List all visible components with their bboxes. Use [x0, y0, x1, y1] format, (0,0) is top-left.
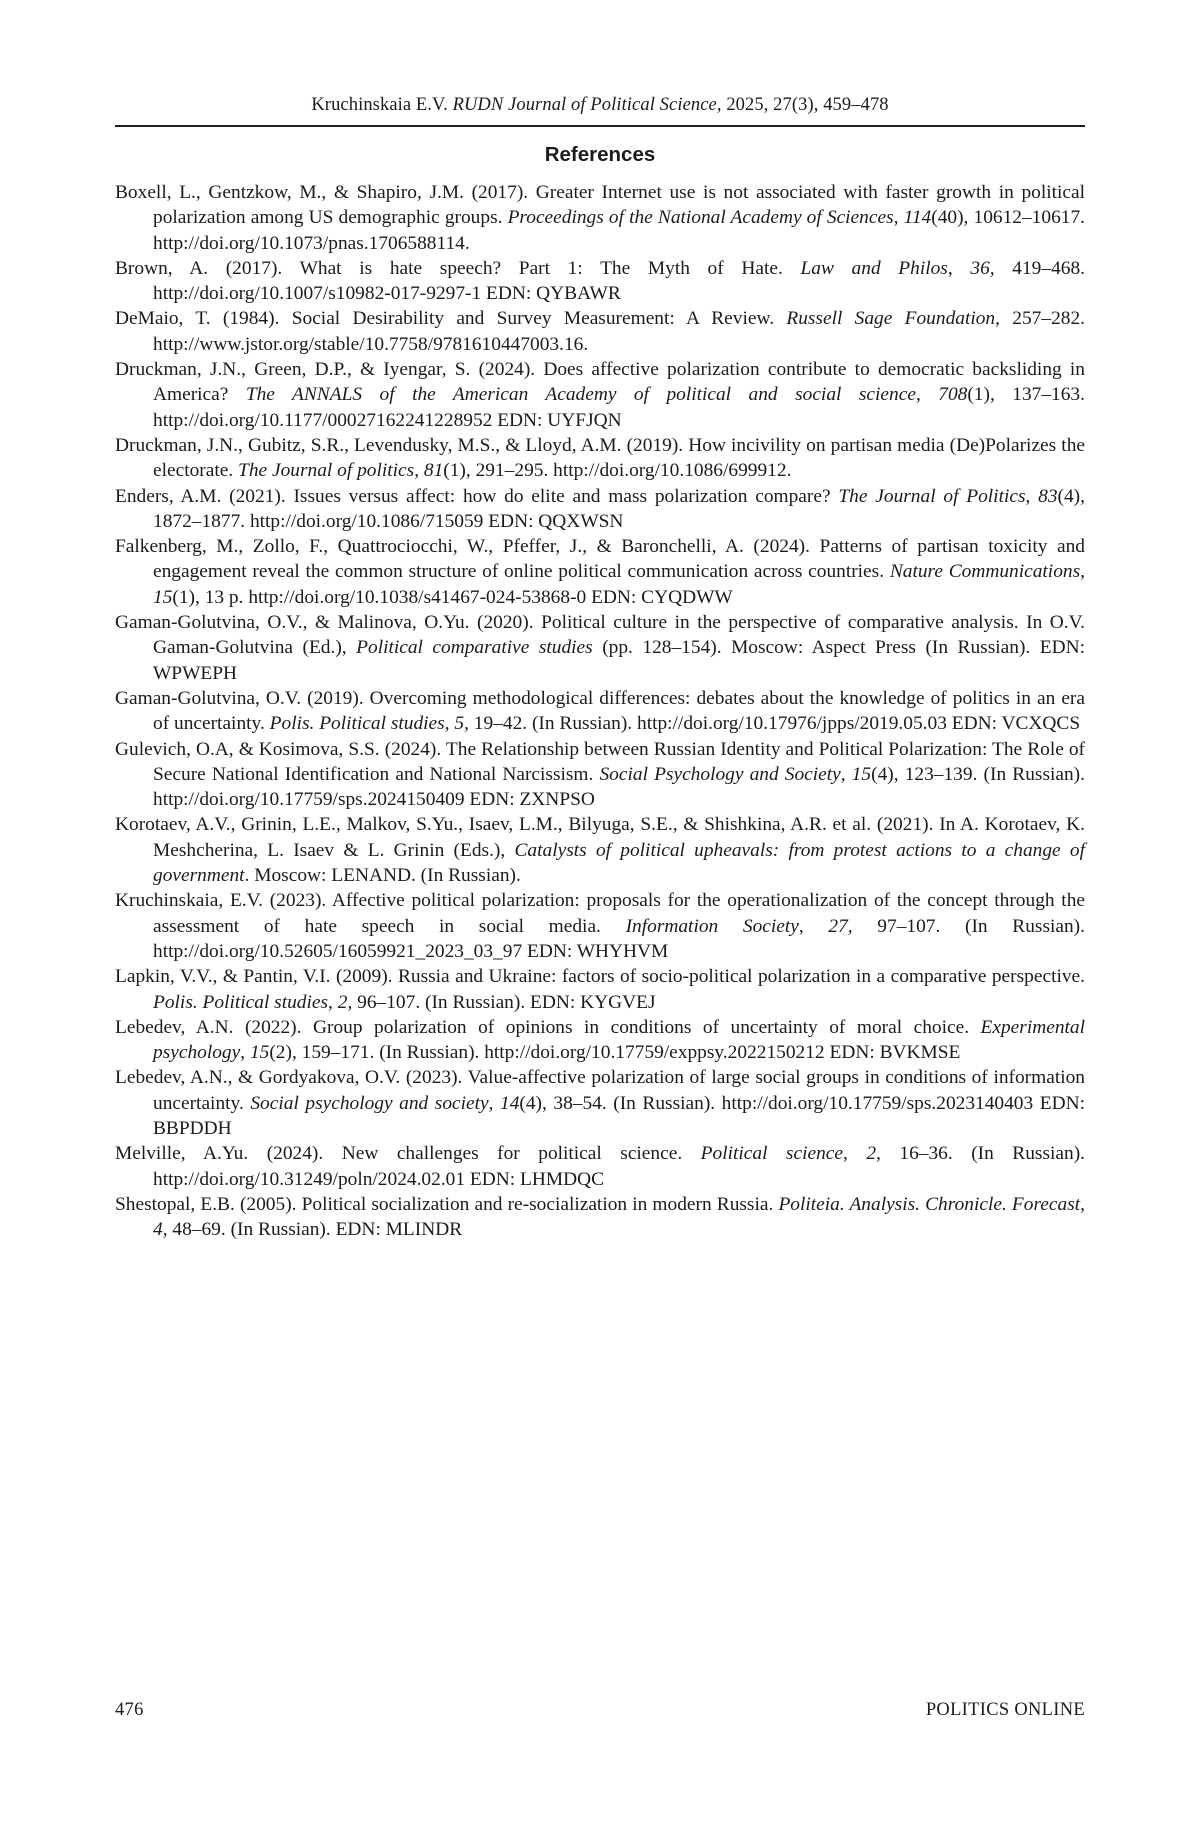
reference-italic-segment: Political science — [700, 1143, 843, 1165]
running-head-journal-title: RUDN Journal of Political Science, — [452, 95, 722, 115]
reference-text-segment: , — [840, 763, 852, 785]
reference-text-segment: Lebedev, A.N., & Gordyakova, O.V. (2023). Value-affective polarization of large social groups in conditions of information uncertainty. — [115, 1067, 1085, 1114]
reference-text-segment: (4), 1872–1877. http://doi.org/10.1086/715059 EDN: QQXWSN — [153, 485, 1085, 532]
reference-entry — [115, 433, 1085, 484]
page-footer — [115, 1700, 1085, 1721]
reference-italic-segment: Law and Philos — [800, 257, 948, 279]
reference-text-segment: 97–107. (In Russian). http://doi.org/10.52605/16059921_2023_03_97 EDN: WHYHVM — [153, 915, 1085, 962]
reference-italic-segment: 2, — [337, 991, 353, 1013]
reference-text-segment: . Moscow: LENAND. (In Russian). — [244, 865, 521, 887]
reference-entry — [115, 306, 1085, 357]
reference-italic-segment: Proceedings of the National Academy of Sciences — [507, 207, 894, 229]
reference-entry — [115, 256, 1085, 307]
reference-text-segment: Boxell, L., Gentzkow, M., & Shapiro, J.M. (2017). Greater Internet use is not associated with faster growth in political polarization among US demographic groups. — [115, 182, 1085, 229]
reference-text-segment: (2), 159–171. (In Russian). http://doi.org/10.17759/exppsy.2022150212 EDN: BVKMSE — [269, 1042, 961, 1064]
reference-italic-segment: 81 — [423, 460, 444, 482]
reference-text-segment: 19–42. (In Russian). http://doi.org/10.17976/jpps/2019.05.03 EDN: VCXQCS — [468, 713, 1081, 735]
reference-italic-segment: 708 — [938, 384, 968, 406]
reference-text-segment: , — [328, 991, 338, 1013]
reference-italic-segment: Social psychology and society — [250, 1092, 489, 1114]
reference-italic-segment: 114 — [903, 207, 932, 229]
reference-text-segment: Kruchinskaia, E.V. (2023). Affective political polarization: proposals for the operationalization of the concept through the assessment of hate speech in social media. — [115, 890, 1085, 937]
reference-entry — [115, 1065, 1085, 1141]
reference-entry — [115, 686, 1085, 737]
reference-text-segment: , 257–282. http://www.jstor.org/stable/10.7758/9781610447003.16. — [153, 308, 1085, 355]
reference-italic-segment: 5, — [454, 713, 469, 735]
reference-text-segment: , — [488, 1092, 500, 1114]
reference-entry — [115, 737, 1085, 813]
reference-italic-segment: Russell Sage Foundation — [786, 308, 996, 330]
reference-text-segment: Melville, A.Yu. (2024). New challenges for political science. — [115, 1143, 701, 1165]
header-rule — [115, 125, 1085, 127]
reference-italic-segment: Polis. Political studies — [153, 991, 329, 1013]
reference-text-segment: (1), 291–295. http://doi.org/10.1086/699912. — [443, 460, 792, 482]
reference-italic-segment: The Journal of Politics — [838, 485, 1026, 507]
running-head-issue-info: 2025, 27(3), 459–478 — [721, 95, 889, 115]
reference-italic-segment: Polis. Political studies — [269, 713, 445, 735]
reference-entry — [115, 1141, 1085, 1192]
reference-text-segment: Gaman-Golutvina, O.V. (2019). Overcoming methodological differences: debates about the knowledge of politics in an era of uncertainty. — [115, 687, 1085, 735]
reference-text-segment: , — [444, 713, 455, 735]
reference-italic-segment: 2, — [866, 1143, 881, 1165]
reference-italic-segment: 15 — [249, 1042, 270, 1064]
reference-text-segment: Korotaev, A.V., Grinin, L.E., Malkov, S.Yu., Isaev, L.M., Bilyuga, S.E., & Shishkina, A.R. et al. (2021). In A. Korotaev, K. Meshcherina, L. Isaev & L. Grinin (Eds.), — [115, 814, 1085, 861]
reference-text-segment: 96–107. (In Russian). EDN: KYGVEJ — [352, 991, 656, 1013]
reference-italic-segment: 36, — [970, 257, 995, 279]
reference-text-segment: Brown, A. (2017). What is hate speech? Part 1: The Myth of Hate. — [115, 257, 801, 279]
reference-text-segment: (4), 38–54. (In Russian). http://doi.org/10.17759/sps.2023140403 EDN: BBPDDH — [153, 1092, 1085, 1139]
reference-italic-segment: 15 — [153, 586, 173, 608]
reference-entry — [115, 357, 1085, 433]
reference-italic-segment: 83 — [1038, 485, 1058, 507]
reference-entry — [115, 484, 1085, 535]
reference-italic-segment: 15 — [851, 763, 872, 785]
reference-text-segment: Shestopal, E.B. (2005). Political socialization and re-socialization in modern Russia. — [115, 1193, 779, 1215]
reference-italic-segment: The ANNALS of the American Academy of political and social science — [245, 384, 916, 406]
reference-entry — [115, 812, 1085, 888]
reference-italic-segment: Social Psychology and Society — [599, 763, 841, 785]
reference-italic-segment: The Journal of politics — [238, 460, 415, 482]
reference-text-segment: Druckman, J.N., Gubitz, S.R., Levendusky, M.S., & Lloyd, A.M. (2019). How incivility on partisan media (De)Polarizes the electorate. — [115, 434, 1085, 482]
running-head — [115, 94, 1085, 116]
reference-italic-segment: Politeia. Analysis. Chronicle. Forecast — [778, 1193, 1081, 1215]
reference-text-segment: , — [1080, 1193, 1085, 1215]
reference-text-segment: , — [893, 207, 904, 229]
reference-text-segment: 419–468. http://doi.org/10.1007/s10982-017-9297-1 EDN: QYBAWR — [153, 257, 1085, 305]
reference-text-segment: 48–69. (In Russian). EDN: MLINDR — [167, 1219, 463, 1241]
reference-text-segment: Lebedev, A.N. (2022). Group polarization of opinions in conditions of uncertainty of moral choice. — [115, 1016, 981, 1038]
reference-text-segment: Gaman-Golutvina, O.V., & Malinova, O.Yu. (2020). Political culture in the perspective of comparative analysis. In O.V. Gaman-Golutvina (Ed.), — [115, 612, 1085, 659]
reference-text-segment: Enders, A.M. (2021). Issues versus affect: how do elite and mass polarization compare? — [115, 485, 839, 507]
running-footer-label: POLITICS ONLINE — [925, 1700, 1085, 1720]
reference-text-segment: DeMaio, T. (1984). Social Desirability and Survey Measurement: A Review. — [115, 308, 787, 330]
reference-text-segment: (pp. 128–154). Moscow: Aspect Press (In Russian). EDN: WPWEPH — [153, 637, 1085, 684]
reference-text-segment: Druckman, J.N., Green, D.P., & Iyengar, S. (2024). Does affective polarization contribute to democratic backsliding in America? — [115, 359, 1085, 406]
running-head-author: Kruchinskaia E.V. — [311, 95, 453, 115]
reference-italic-segment: 4, — [153, 1219, 168, 1241]
reference-text-segment: (1), 13 p. http://doi.org/10.1038/s41467-024-53868-0 EDN: CYQDWW — [172, 586, 733, 608]
reference-italic-segment: 14 — [500, 1092, 520, 1114]
reference-text-segment: , — [1025, 485, 1039, 507]
reference-text-segment: 16–36. (In Russian). http://doi.org/10.31249/poln/2024.02.01 EDN: LHMDQC — [153, 1143, 1086, 1190]
reference-text-segment: , — [915, 384, 939, 406]
reference-italic-segment: 27, — [828, 915, 853, 937]
reference-entry — [115, 1015, 1085, 1066]
reference-text-segment: Gulevich, O.A, & Kosimova, S.S. (2024). The Relationship between Russian Identity and Political Polarization: The Role of Secure National Identification and National Narcissism. — [115, 738, 1085, 785]
reference-text-segment: , — [843, 1143, 867, 1165]
reference-text-segment: Falkenberg, M., Zollo, F., Quattrociocchi, W., Pfeffer, J., & Baronchelli, A. (2024). Patterns of partisan toxicity and engagement reveal the common structure of online political communication across countries. — [115, 536, 1085, 583]
reference-entry — [115, 1192, 1085, 1243]
reference-italic-segment: Information Society — [625, 915, 799, 937]
reference-italic-segment: Catalysts of political upheavals: from protest actions to a change of government — [153, 839, 1085, 887]
reference-text-segment: (4), 123–139. (In Russian). http://doi.org/10.17759/sps.2024150409 EDN: ZXNPSO — [153, 763, 1085, 811]
reference-italic-segment: Political comparative studies — [356, 637, 593, 659]
page-number: 476 — [115, 1700, 144, 1720]
reference-text-segment: (1), 137–163. http://doi.org/10.1177/00027162241228952 EDN: UYFJQN — [153, 384, 1085, 431]
reference-entry — [115, 888, 1085, 964]
reference-entry — [115, 964, 1085, 1015]
reference-text-segment: , — [240, 1042, 250, 1064]
references-list — [115, 180, 1085, 1242]
reference-italic-segment: Experimental psychology — [153, 1016, 1085, 1064]
reference-entry — [115, 180, 1085, 256]
reference-text-segment: (40), 10612–10617. http://doi.org/10.1073/pnas.1706588114. — [153, 207, 1086, 254]
reference-entry — [115, 534, 1085, 610]
reference-text-segment: , — [798, 915, 829, 937]
reference-italic-segment: Nature Communications — [889, 561, 1081, 583]
reference-text-segment: , — [1080, 561, 1085, 583]
reference-text-segment: , — [947, 257, 971, 279]
reference-entry — [115, 610, 1085, 686]
references-heading: References — [544, 143, 656, 166]
reference-text-segment: , — [414, 460, 424, 482]
reference-text-segment: Lapkin, V.V., & Pantin, V.I. (2009). Russia and Ukraine: factors of socio-political polarization in a comparative perspective. — [115, 966, 1085, 988]
